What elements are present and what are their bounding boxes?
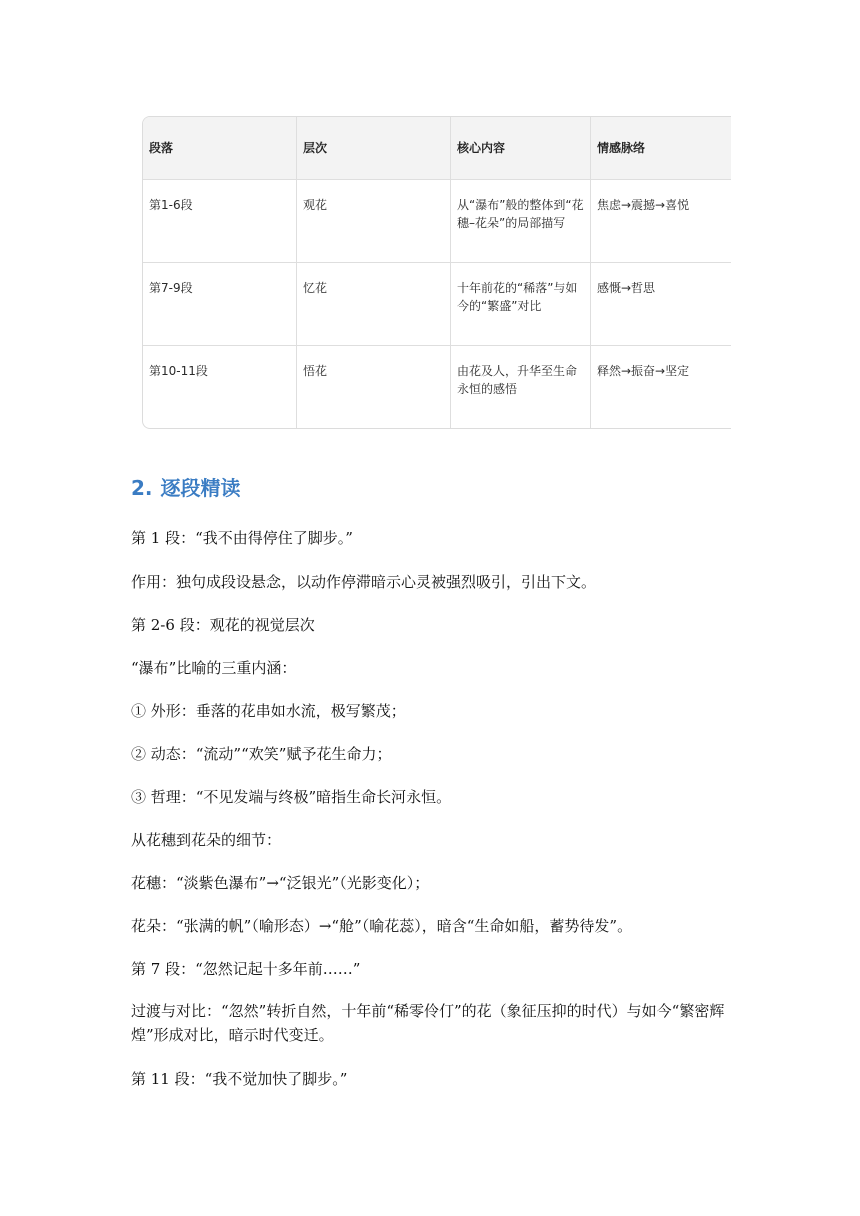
table-cell: 第7-9段 — [143, 262, 297, 345]
section-title: 逐段精读 — [160, 476, 241, 500]
structure-table — [142, 116, 731, 429]
table-row — [143, 345, 731, 428]
table-cell: 观花 — [297, 179, 451, 262]
paragraph-line: 第 1 段：“我不由得停住了脚步。” — [131, 529, 353, 547]
table-cell: 释然→振奋→坚定 — [597, 363, 690, 378]
table-cell: 从“瀑布”般的整体到“花穗–花朵”的局部描写 — [451, 179, 591, 262]
table-header-row — [143, 117, 731, 179]
list-item: ① 外形：垂落的花串如水流，极写繁茂； — [131, 702, 406, 720]
table-cell: 第1-6段 — [143, 179, 297, 262]
paragraph-line: “瀑布”比喻的三重内涵： — [131, 659, 297, 677]
section-number: 2. — [131, 476, 153, 500]
table-cell: 忆花 — [297, 262, 451, 345]
header-emotion: 情感脉络 — [597, 140, 646, 155]
paragraph-line: 第 2-6 段：观花的视觉层次 — [131, 616, 315, 634]
header-core-content: 核心内容 — [451, 117, 591, 179]
list-item: ② 动态：“流动”“欢笑”赋予花生命力； — [131, 745, 392, 763]
header-level: 层次 — [297, 117, 451, 179]
paragraph-line: 花穗：“淡紫色瀑布”→“泛银光”（光影变化）； — [131, 874, 430, 892]
table-row — [143, 262, 731, 345]
table-cell: 第10-11段 — [143, 345, 297, 428]
paragraph-line: 作用：独句成段设悬念，以动作停滞暗示心灵被强烈吸引，引出下文。 — [131, 573, 597, 591]
table-row — [143, 179, 731, 262]
table-cell: 十年前花的“稀落”与如今的“繁盛”对比 — [451, 262, 591, 345]
paragraph-line: 从花穗到花朵的细节： — [131, 831, 282, 849]
table-cell: 感慨→哲思 — [597, 280, 656, 295]
paragraph: 过渡与对比：“忽然”转折自然，十年前“稀零伶仃”的花（象征压抑的时代）与如今“繁密辉煌”形成对比，暗示时代变迁。 — [131, 1002, 725, 1044]
paragraph-line: 第 7 段：“忽然记起十多年前……” — [131, 960, 361, 978]
table-cell: 悟花 — [297, 345, 451, 428]
paragraph-line: 花朵：“张满的帆”（喻形态）→“舱”（喻花蕊），暗含“生命如船，蓄势待发”。 — [131, 917, 633, 935]
table-cell: 焦虑→震撼→喜悦 — [597, 197, 690, 212]
paragraph-line: 第 11 段：“我不觉加快了脚步。” — [131, 1070, 348, 1088]
section-heading — [131, 472, 241, 501]
table — [143, 117, 731, 428]
header-paragraph: 段落 — [143, 117, 297, 179]
table-cell: 由花及人，升华至生命永恒的感悟 — [451, 345, 591, 428]
list-item: ③ 哲理：“不见发端与终极”暗指生命长河永恒。 — [131, 788, 452, 806]
